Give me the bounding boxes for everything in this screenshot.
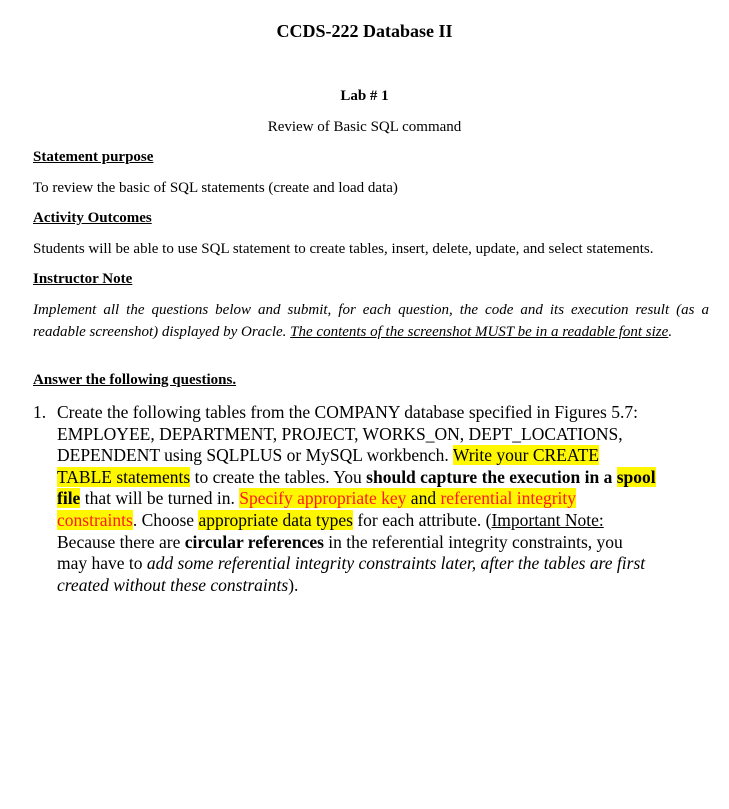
instructor-note-text bbox=[33, 299, 709, 343]
q-text: Create the following tables from the COMPANY database specified in Figures 5.7: EMPLOYEE, DEPARTMENT, PROJECT, WORKS_ON, DEPT_LOCATIONS, DEPENDENT using SQLPLUS or MySQL workbench. bbox=[57, 402, 638, 466]
q-highlight: and bbox=[406, 488, 441, 509]
lab-number: Lab # 1 bbox=[340, 88, 389, 104]
instructor-note-emphasis: The contents of the screenshot MUST be in a readable font size bbox=[290, 324, 669, 340]
q-highlight: Write your CREATE TABLE statements bbox=[57, 445, 599, 487]
q-bold-highlight: spool file bbox=[57, 466, 656, 509]
q-text: . Choose bbox=[132, 509, 199, 530]
q-bold: should capture the execution in a bbox=[366, 466, 617, 487]
q-text: to create the tables. You bbox=[190, 466, 367, 487]
q-text: in the referential integrity constraints, you may have to bbox=[57, 531, 623, 574]
q-text: ). bbox=[288, 574, 299, 595]
q-red-highlight: referential integrity constraints bbox=[57, 488, 577, 530]
activity-outcomes-text: Students will be able to use SQL statement to create tables, insert, delete, update, and select statements. bbox=[33, 241, 654, 257]
q-highlight: appropriate data types bbox=[198, 509, 353, 530]
lab-subtitle: Review of Basic SQL command bbox=[267, 119, 462, 135]
activity-outcomes-heading: Activity Outcomes bbox=[33, 210, 152, 226]
question-number: 1. bbox=[33, 402, 47, 422]
instructor-note-part: Implement all the questions below and submit, for each question, the code and its execution result (as a readable screenshot) displayed by Oracle. bbox=[33, 302, 709, 340]
q-text: for each attribute. ( bbox=[352, 509, 492, 530]
statement-purpose-heading: Statement purpose bbox=[33, 149, 154, 165]
statement-purpose-text: To review the basic of SQL statements (create and load data) bbox=[33, 180, 398, 196]
q-italic: add some referential integrity constraints later, after the tables are first created without these constraints bbox=[57, 553, 646, 595]
document-title: CCDS-222 Database II bbox=[276, 21, 453, 41]
q-text: that will be turned in. bbox=[80, 488, 240, 509]
answer-heading: Answer the following questions. bbox=[33, 372, 237, 388]
instructor-note-heading: Instructor Note bbox=[33, 271, 133, 287]
q-bold: circular references bbox=[184, 531, 324, 552]
instructor-note-end: . bbox=[668, 324, 673, 340]
q-text: Because there are bbox=[57, 531, 185, 552]
question-body bbox=[57, 402, 657, 596]
q-red-highlight: Specify appropriate key bbox=[239, 488, 407, 509]
q-underline: Important Note: bbox=[491, 509, 604, 530]
